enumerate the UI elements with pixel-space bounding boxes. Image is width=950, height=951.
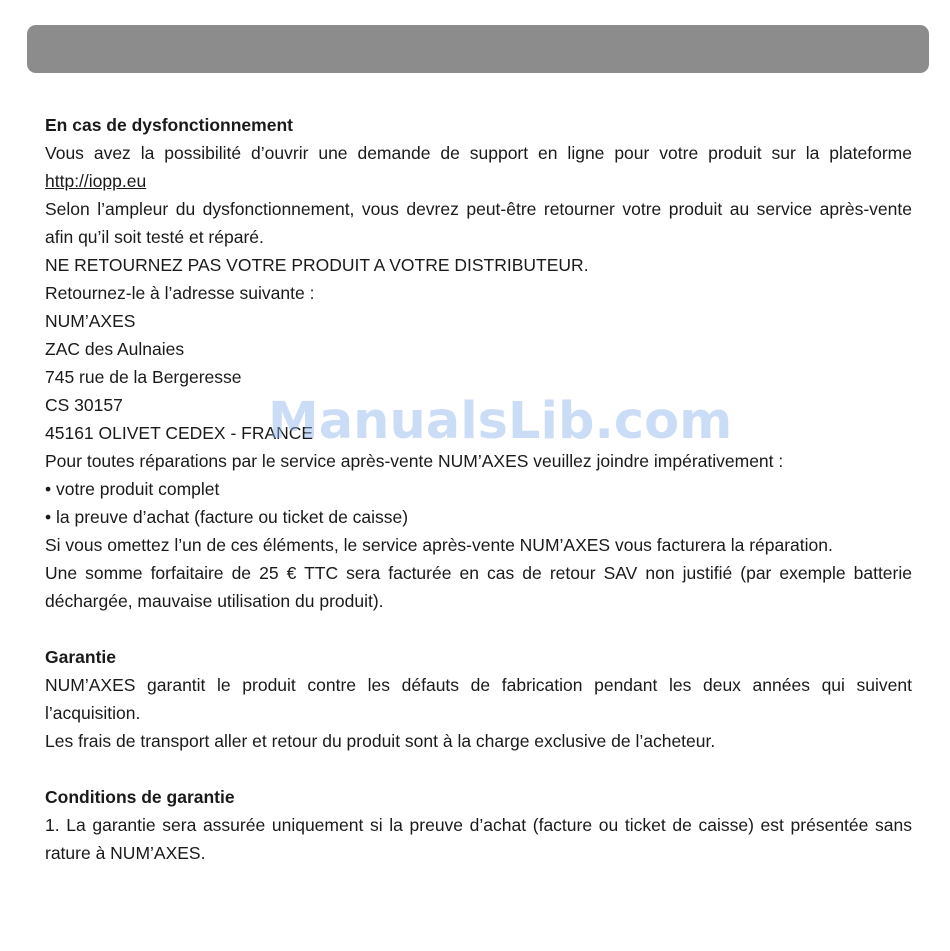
address-line-company: NUM’AXES xyxy=(45,311,136,331)
watermark: ManualsLib.com xyxy=(268,392,733,451)
return-service-paragraph: Selon l’ampleur du dysfonctionnement, vous devrez peut-être retourner votre produit au service après-vente afin qu’il soit testé et réparé. xyxy=(45,199,912,247)
support-text: Vous avez la possibilité d’ouvrir une demande de support en ligne pour votre produit sur la plateforme xyxy=(45,143,912,163)
warranty-shipping: Les frais de transport aller et retour du produit sont à la charge exclusive de l’acheteur. xyxy=(45,731,716,751)
warranty-text: NUM’AXES garantit le produit contre les défauts de fabrication pendant les deux années qui suivent l’acquisition. xyxy=(45,675,912,723)
warranty-heading: Garantie xyxy=(45,647,116,667)
section-gap xyxy=(45,755,912,783)
header-bar xyxy=(27,25,929,73)
address-line-city: 45161 OLIVET CEDEX - FRANCE xyxy=(45,423,314,443)
fee-notice: Une somme forfaitaire de 25 € TTC sera facturée en cas de retour SAV non justifié (par exemple batterie déchargée, mauvaise utilisation du produit). xyxy=(45,563,912,611)
support-paragraph xyxy=(45,139,912,195)
repairs-intro: Pour toutes réparations par le service après-vente NUM’AXES veuillez joindre impérativement : xyxy=(45,451,784,471)
conditions-heading: Conditions de garantie xyxy=(45,787,235,807)
section-gap xyxy=(45,615,912,643)
omit-notice: Si vous omettez l’un de ces éléments, le service après-vente NUM’AXES vous facturera la réparation. xyxy=(45,535,833,555)
conditions-item-1: 1. La garantie sera assurée uniquement si la preuve d’achat (facture ou ticket de caisse) est présentée sans rature à NUM’AXES. xyxy=(45,815,912,863)
address-line-zone: ZAC des Aulnaies xyxy=(45,339,185,359)
malfunction-heading: En cas de dysfonctionnement xyxy=(45,115,293,135)
return-address-intro: Retournez-le à l’adresse suivante : xyxy=(45,283,315,303)
address-line-street: 745 rue de la Bergeresse xyxy=(45,367,242,387)
support-link[interactable]: http://iopp.eu xyxy=(45,171,147,191)
bullet-item: • la preuve d’achat (facture ou ticket de caisse) xyxy=(45,507,409,527)
document-body xyxy=(45,111,912,867)
address-line-box: CS 30157 xyxy=(45,395,123,415)
do-not-return-notice: NE RETOURNEZ PAS VOTRE PRODUIT A VOTRE DISTRIBUTEUR. xyxy=(45,255,589,275)
bullet-item: • votre produit complet xyxy=(45,479,220,499)
